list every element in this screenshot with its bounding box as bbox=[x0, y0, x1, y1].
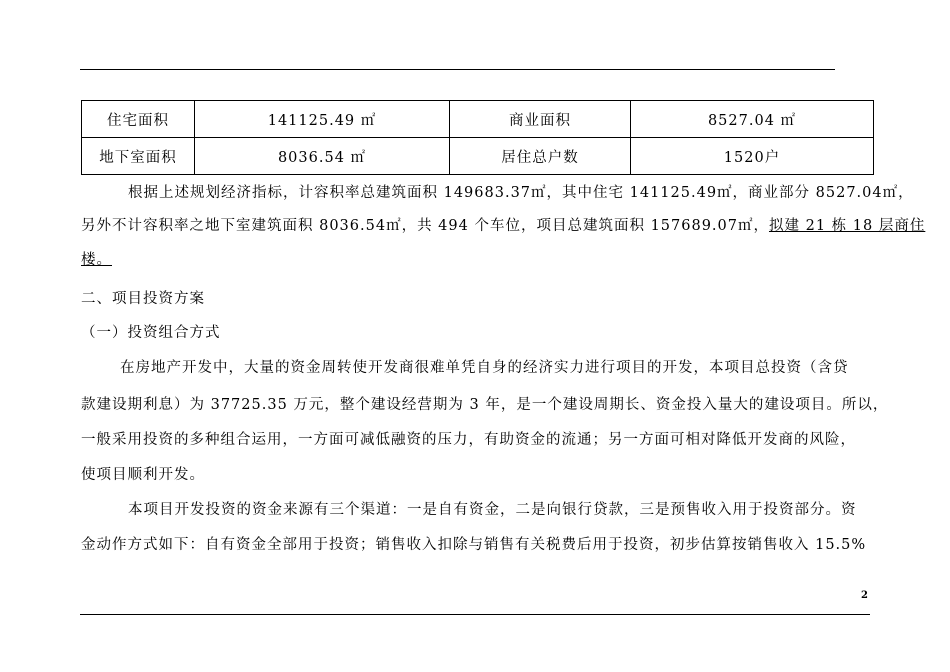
table-cell: 住宅面积 bbox=[82, 101, 195, 138]
table-row bbox=[82, 101, 874, 138]
page-number: 2 bbox=[861, 590, 868, 601]
paragraph-text: 另外不计容积率之地下室建筑面积 8036.54㎡，共 494 个车位，项目总建筑面积 157689.07㎡， bbox=[81, 218, 769, 234]
paragraph-line: 本项目开发投资的资金来源有三个渠道：一是自有资金，二是向银行贷款，三是预售收入用于投资部分。资 bbox=[128, 502, 857, 518]
paragraph-line: 一般采用投资的多种组合运用，一方面可减低融资的压力，有助资金的流通；另一方面可相对降低开发商的风险， bbox=[81, 432, 856, 448]
section-heading: 二、项目投资方案 bbox=[81, 291, 205, 307]
paragraph-line: 款建设期利息）为 37725.35 万元，整个建设经营期为 3 年，是一个建设周期长、资金投入量大的建设项目。所以， bbox=[81, 397, 889, 413]
underlined-text: 楼。 bbox=[81, 252, 112, 268]
paragraph-line: 金动作方式如下：自有资金全部用于投资；销售收入扣除与销售有关税费后用于投资，初步估算按销售收入 15.5% bbox=[81, 537, 867, 553]
paragraph-line bbox=[81, 214, 925, 235]
underlined-text: 拟建 21 栋 18 层商住 bbox=[768, 218, 926, 234]
table-cell: 居住总户数 bbox=[450, 138, 631, 175]
metrics-table bbox=[81, 100, 874, 175]
header-rule bbox=[80, 69, 835, 70]
table-cell: 地下室面积 bbox=[82, 138, 195, 175]
table-cell: 141125.49 ㎡ bbox=[195, 101, 450, 138]
table-cell: 1520户 bbox=[631, 138, 874, 175]
footer-rule bbox=[80, 614, 870, 615]
table-cell: 8036.54 ㎡ bbox=[195, 138, 450, 175]
paragraph-line: 使项目顺利开发。 bbox=[81, 467, 205, 483]
paragraph-line: 在房地产开发中，大量的资金周转使开发商很难单凭自身的经济实力进行项目的开发，本项目总投资（含贷 bbox=[120, 360, 849, 376]
table-cell: 8527.04 ㎡ bbox=[631, 101, 874, 138]
paragraph-line: 根据上述规划经济指标，计容积率总建筑面积 149683.37㎡，其中住宅 141125.49㎡，商业部分 8527.04㎡， bbox=[128, 185, 914, 201]
subsection-heading: （一）投资组合方式 bbox=[81, 325, 221, 341]
table-row bbox=[82, 138, 874, 175]
table-cell: 商业面积 bbox=[450, 101, 631, 138]
